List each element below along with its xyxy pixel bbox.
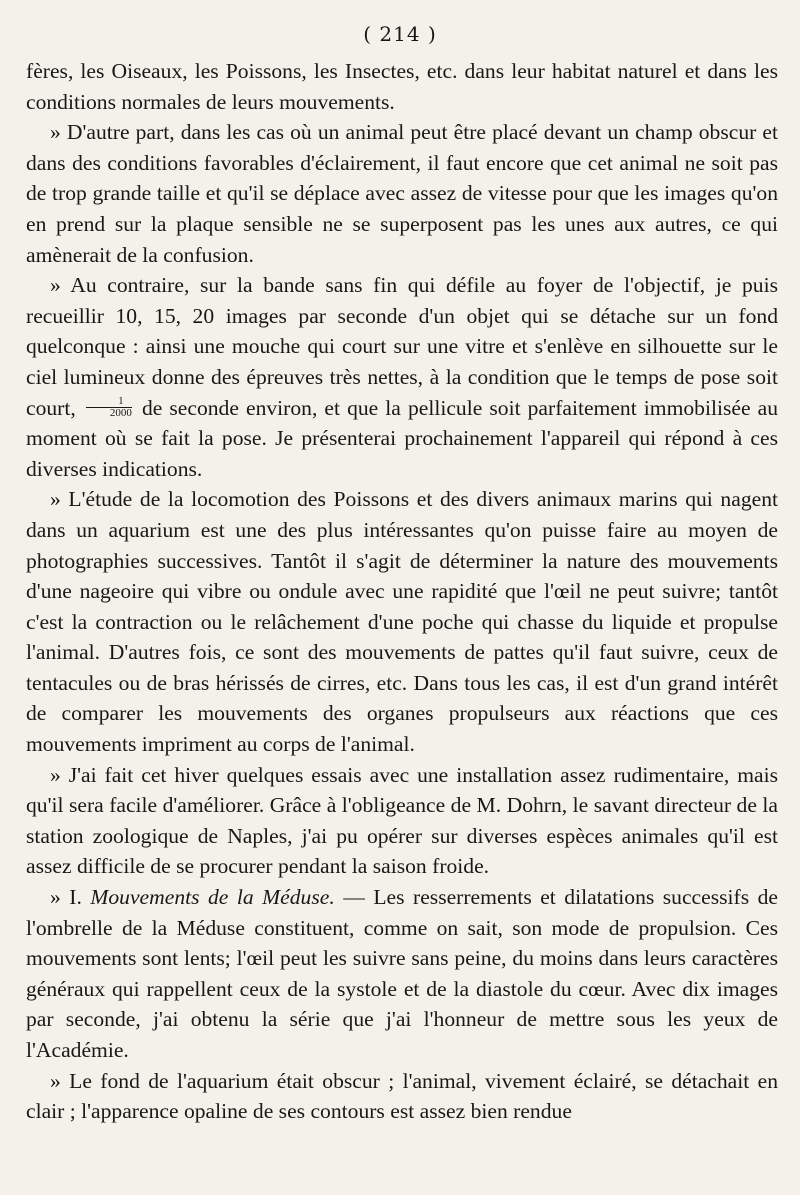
section-text: — Les resserrements et dilatations successifs de l'ombrelle de la Méduse constituent, comme on sait, son mode de propulsion. Ces mouvements sont lents; l'œil peut les suivre sans peine, du moins dans leurs caractères généraux qui rappellent ceux de la systole et de la diastole du cœur. Avec dix images par seconde, j'ai obtenu la série que j'ai l'honneur de mettre sous les yeux de l'Académie. <box>26 885 778 1062</box>
page-number: ( 214 ) <box>363 22 437 46</box>
paragraph-naples-trials: » J'ai fait cet hiver quelques essais avec une installation assez rudimentaire, mais qu'il sera facile d'améliorer. Grâce à l'obligeance de M. Dohrn, le savant directeur de la station zoologique de Naples, j'ai pu opérer sur diverses espèces animales qu'il est assez difficile de se procurer pendant la saison froide. <box>26 762 778 879</box>
section-heading: Mouvements de la Méduse. <box>90 885 335 910</box>
paragraph-exposure-time <box>26 270 778 484</box>
exposure-text-after: de seconde environ, et que la pellicule soit parfaitement immobilisée au moment où se fait la pose. Je présenterai prochainement l'appareil qui répond à ces diverses indications. <box>26 395 778 481</box>
paragraph-meduse <box>26 882 778 1066</box>
exposure-fraction <box>86 396 132 419</box>
fraction-denominator: 2000 <box>109 407 132 420</box>
body-text <box>26 56 778 1127</box>
fraction-numerator: 1 <box>86 396 132 408</box>
paragraph-aquatic-locomotion: » L'étude de la locomotion des Poissons et des divers animaux marins qui nagent dans un aquarium est une des plus intéressantes qu'on puisse faire au moyen de photographies successives. Tantôt il s'agit de déterminer la nature des mouvements d'une nageoire qui vibre ou ondule avec une rapidité que l'œil ne peut suivre; tantôt c'est la contraction ou le relâchement d'une poche qui chasse du liquide et propulse l'animal. D'autres fois, ce sont des mouvements de pattes qu'il faut suivre, ceux de tentacules ou de bras hérissés de cirres, etc. Dans tous les cas, il est d'un grand intérêt de comparer les mouvements des organes propulseurs aux réactions que ces mouvements impriment au corps de l'animal. <box>26 487 778 757</box>
paragraph-aquarium-background: » Le fond de l'aquarium était obscur ; l'animal, vivement éclairé, se détachait en clair ; l'apparence opaline de ses contours est assez bien rendue <box>26 1068 778 1124</box>
section-lead: » I. <box>50 885 82 910</box>
exposure-text-before: » Au contraire, sur la bande sans fin qui défile au foyer de l'objectif, je puis recueillir 10, 15, 20 images par seconde d'un objet qui se détache sur un fond quelconque : ainsi une mouche qui court sur une vitre et s'enlève en silhouette sur le ciel lumineux donne des épreuves très nettes, à la condition que le temps de pose soit court, <box>26 273 778 420</box>
paragraph-image-overlap: » D'autre part, dans les cas où un animal peut être placé devant un champ obscur et dans des conditions favorables d'éclairement, il faut encore que cet animal ne soit pas de trop grande taille et qu'il se déplace avec assez de vitesse pour que les images qu'on en prend sur la plaque sensible ne se superposent pas les unes aux autres, ce qui amènerait de la confusion. <box>26 120 778 267</box>
paragraph-continuation: fères, les Oiseaux, les Poissons, les Insectes, etc. dans leur habitat naturel et dans les conditions normales de leurs mouvements. <box>26 59 778 114</box>
